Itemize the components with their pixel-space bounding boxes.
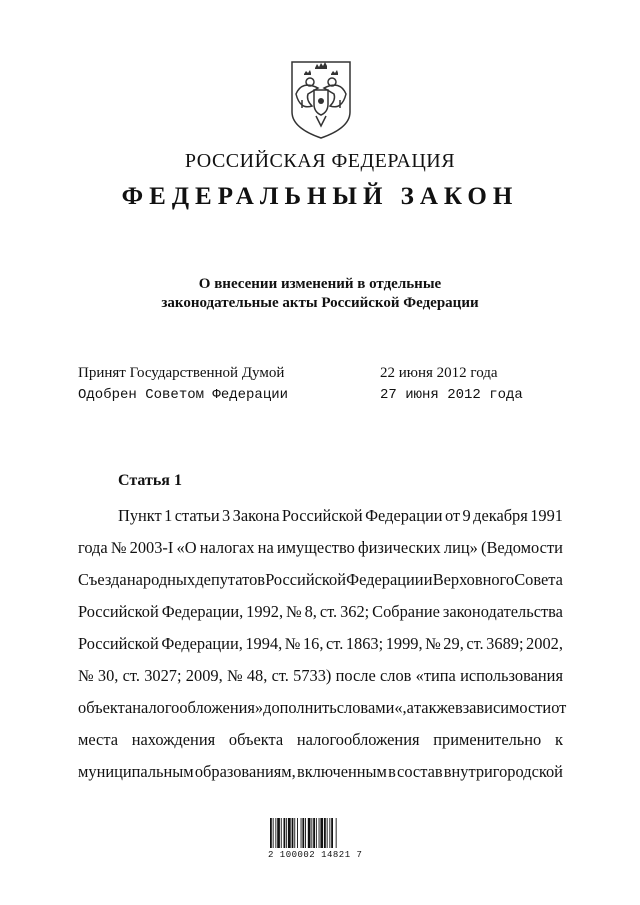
word: 1863; — [345, 634, 384, 653]
word: также — [413, 698, 455, 717]
word: образованиям, — [194, 762, 296, 781]
word: 2003-I — [129, 538, 174, 557]
word: законодательства — [442, 602, 563, 621]
word: ст. — [271, 666, 289, 685]
barcode-bar — [311, 818, 312, 848]
word: 2009, — [185, 666, 223, 685]
word: Российской — [78, 602, 159, 621]
barcode-bar — [286, 818, 287, 848]
word: в — [388, 762, 396, 781]
article-body-line — [78, 665, 563, 697]
word: Совета — [514, 570, 563, 589]
law-type-heading: ФЕДЕРАЛЬНЫЙ ЗАКОН — [121, 183, 519, 210]
word: словами — [336, 698, 395, 717]
article-heading: Статья 1 — [118, 472, 182, 489]
word: года — [78, 538, 108, 557]
word: депутатов — [195, 570, 266, 589]
barcode-bar — [320, 818, 323, 848]
word: ст. — [319, 602, 338, 621]
coat-of-arms-emblem — [288, 60, 354, 140]
word: 16, — [302, 634, 324, 653]
barcode-bar — [301, 818, 302, 848]
word: 9 — [462, 506, 471, 525]
word: ст. — [325, 634, 344, 653]
word: Федерации — [346, 570, 424, 589]
word: физических — [357, 538, 441, 557]
word: 30, — [97, 666, 119, 685]
word: применительно — [433, 730, 542, 749]
word: (Ведомости — [481, 538, 563, 557]
word: нахождения — [131, 730, 216, 749]
word: лиц» — [443, 538, 478, 557]
article-body-line — [78, 697, 567, 729]
law-title-line-1: О внесении изменений в отдельные — [198, 276, 442, 292]
word: состав — [397, 762, 443, 781]
word: «типа — [415, 666, 456, 685]
barcode-bar — [277, 818, 280, 848]
word: налогах — [199, 538, 255, 557]
word: и — [423, 570, 433, 589]
word: «, — [394, 698, 407, 717]
word: слов — [380, 666, 412, 685]
word: от — [444, 506, 461, 525]
word: 1999, — [385, 634, 423, 653]
word: 362; — [340, 602, 370, 621]
word: 3027; — [144, 666, 182, 685]
word: дополнить — [263, 698, 337, 717]
word: в — [454, 698, 463, 717]
word: 1992, — [246, 602, 284, 621]
word: «О — [176, 538, 197, 557]
word: 3689; — [486, 634, 524, 653]
word: объекта — [78, 698, 133, 717]
word: внутригородской — [443, 762, 563, 781]
word: 1994, — [245, 634, 283, 653]
article-body-line — [78, 761, 563, 793]
duma-adoption-label: Принят Государственной Думой — [78, 365, 285, 381]
word: имущество — [276, 538, 355, 557]
word: включенным — [296, 762, 387, 781]
word: Российской — [265, 570, 346, 589]
article-body-line — [78, 505, 563, 537]
word: 5733) — [293, 666, 332, 685]
word: декабря — [473, 506, 528, 525]
barcode-bar — [302, 818, 304, 848]
word: Федерации, — [161, 634, 243, 653]
word: после — [335, 666, 376, 685]
barcode-number: 2 100002 14821 7 — [268, 850, 363, 860]
word: зависимости — [462, 698, 552, 717]
word: от — [551, 698, 567, 717]
barcode-bar — [297, 818, 298, 848]
word: Федерации, — [161, 602, 244, 621]
barcode-bar — [270, 818, 272, 848]
barcode-bar — [281, 818, 282, 848]
article-body-line — [78, 729, 563, 761]
word: 8, — [304, 602, 317, 621]
word: статьи — [174, 506, 220, 525]
word: 29, — [443, 634, 464, 653]
word: места — [78, 730, 118, 749]
word: а — [406, 698, 414, 717]
article-body-line — [78, 569, 563, 601]
barcode-bar — [313, 818, 315, 848]
barcode-bar — [329, 818, 330, 848]
barcode-image — [268, 812, 360, 852]
word: к — [554, 730, 563, 749]
word: 1991 — [530, 506, 563, 525]
word: № — [286, 602, 302, 621]
law-title-line-2: законодательные акты Российской Федерации — [161, 295, 479, 311]
barcode-bar — [308, 818, 311, 848]
law-title — [0, 275, 640, 313]
barcode-bar — [319, 818, 320, 848]
article-body-line — [78, 633, 563, 665]
word: 3 — [222, 506, 231, 525]
barcode-bar — [327, 818, 328, 848]
duma-adoption-date: 22 июня 2012 года — [380, 365, 498, 381]
word: 48, — [246, 666, 268, 685]
article-body-line — [78, 537, 563, 569]
country-name: РОССИЙСКАЯ ФЕДЕРАЦИЯ — [184, 150, 456, 172]
article-body — [78, 505, 567, 793]
barcode-bar — [275, 818, 276, 848]
barcode-bar — [284, 818, 286, 848]
word: объекта — [228, 730, 284, 749]
word: народных — [126, 570, 196, 589]
word: муниципальным — [78, 762, 194, 781]
barcode-bar — [294, 818, 295, 848]
word: № — [226, 666, 243, 685]
barcode-bar — [273, 818, 274, 848]
barcode-bar — [292, 818, 294, 848]
barcode-bar — [324, 818, 326, 848]
word: № — [78, 666, 94, 685]
barcode-bar — [336, 818, 337, 848]
council-approval-date: 27 июня 2012 года — [380, 387, 523, 403]
article-body-line — [78, 601, 563, 633]
barcode-bar — [331, 818, 333, 848]
word: на — [257, 538, 274, 557]
barcode-bar — [316, 818, 317, 848]
word: ст. — [466, 634, 484, 653]
word: Российской — [78, 634, 159, 653]
word: Российской — [281, 506, 363, 525]
word: № — [110, 538, 127, 557]
council-approval-label: Одобрен Советом Федерации — [78, 387, 289, 403]
word: Собрание — [372, 602, 440, 621]
word: № — [425, 634, 441, 653]
word: использования — [460, 666, 563, 685]
word: Федерации — [365, 506, 443, 525]
word: Пункт — [118, 506, 162, 525]
word: налогообложения — [296, 730, 420, 749]
word: Съезда — [78, 570, 127, 589]
word: № — [284, 634, 301, 653]
word: налогообложения» — [132, 698, 264, 717]
word: 1 — [164, 506, 173, 525]
barcode-bar — [305, 818, 306, 848]
word: Верховного — [432, 570, 515, 589]
barcode-bar — [288, 818, 291, 848]
word: Закона — [232, 506, 280, 525]
word: 2002, — [526, 634, 563, 653]
word: ст. — [122, 666, 140, 685]
